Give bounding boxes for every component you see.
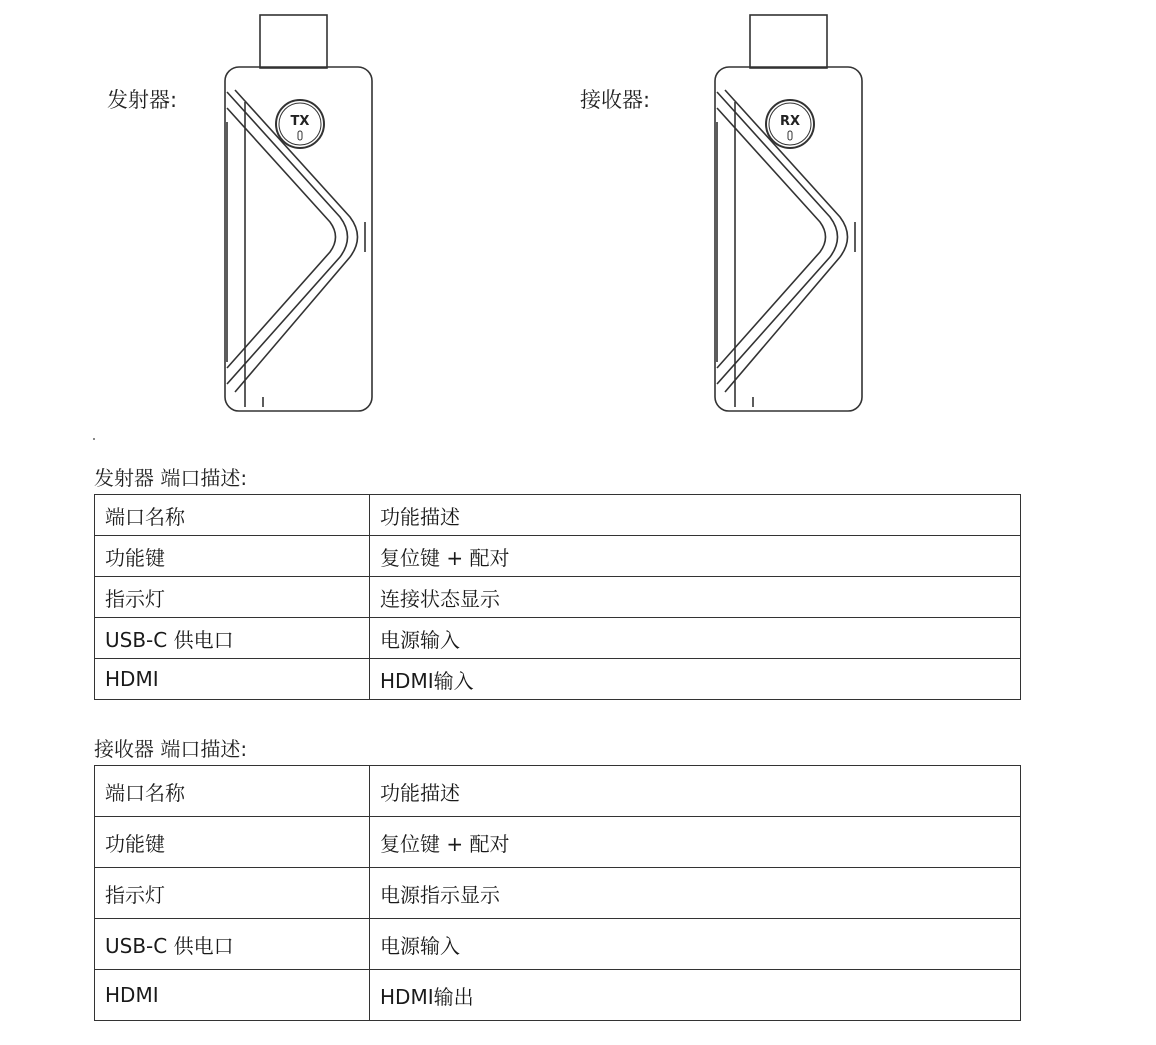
table-header-row [95, 495, 1021, 536]
receiver-section-title: 接收器 端口描述: [94, 737, 248, 761]
transmitter-label: 发射器: [107, 88, 178, 112]
receiver-label: 接收器: [580, 88, 651, 112]
port-name-cell: HDMI [95, 659, 370, 700]
table-row [95, 970, 1021, 1021]
port-name-cell: USB-C 供电口 [95, 919, 370, 970]
table-row [95, 577, 1021, 618]
port-name-cell: 指示灯 [95, 868, 370, 919]
port-name-cell: HDMI [95, 970, 370, 1021]
header-port-name: 端口名称 [95, 495, 370, 536]
rx-badge-text: RX [779, 114, 801, 129]
receiver-dongle-illustration [705, 12, 870, 417]
table-row [95, 919, 1021, 970]
function-cell: HDMI输入 [370, 659, 1021, 700]
transmitter-dongle-illustration [215, 12, 380, 417]
port-name-cell: 功能键 [95, 536, 370, 577]
header-port-name: 端口名称 [95, 766, 370, 817]
function-cell: 复位键 + 配对 [370, 817, 1021, 868]
function-cell: 连接状态显示 [370, 577, 1021, 618]
function-cell: HDMI输出 [370, 970, 1021, 1021]
port-name-cell: USB-C 供电口 [95, 618, 370, 659]
function-cell: 电源指示显示 [370, 868, 1021, 919]
function-cell: 复位键 + 配对 [370, 536, 1021, 577]
port-name-cell: 功能键 [95, 817, 370, 868]
table-row [95, 659, 1021, 700]
stray-dot [93, 438, 95, 440]
table-header-row [95, 766, 1021, 817]
receiver-port-table [94, 765, 1021, 1021]
function-cell: 电源输入 [370, 618, 1021, 659]
table-row [95, 618, 1021, 659]
table-row [95, 817, 1021, 868]
port-name-cell: 指示灯 [95, 577, 370, 618]
table-row [95, 868, 1021, 919]
function-cell: 电源输入 [370, 919, 1021, 970]
header-function: 功能描述 [370, 495, 1021, 536]
tx-badge-text: TX [290, 114, 310, 129]
hdmi-dongle-icon [225, 15, 372, 411]
transmitter-section-title: 发射器 端口描述: [94, 466, 248, 490]
hdmi-dongle-icon [715, 15, 862, 411]
header-function: 功能描述 [370, 766, 1021, 817]
transmitter-port-table [94, 494, 1021, 700]
table-row [95, 536, 1021, 577]
